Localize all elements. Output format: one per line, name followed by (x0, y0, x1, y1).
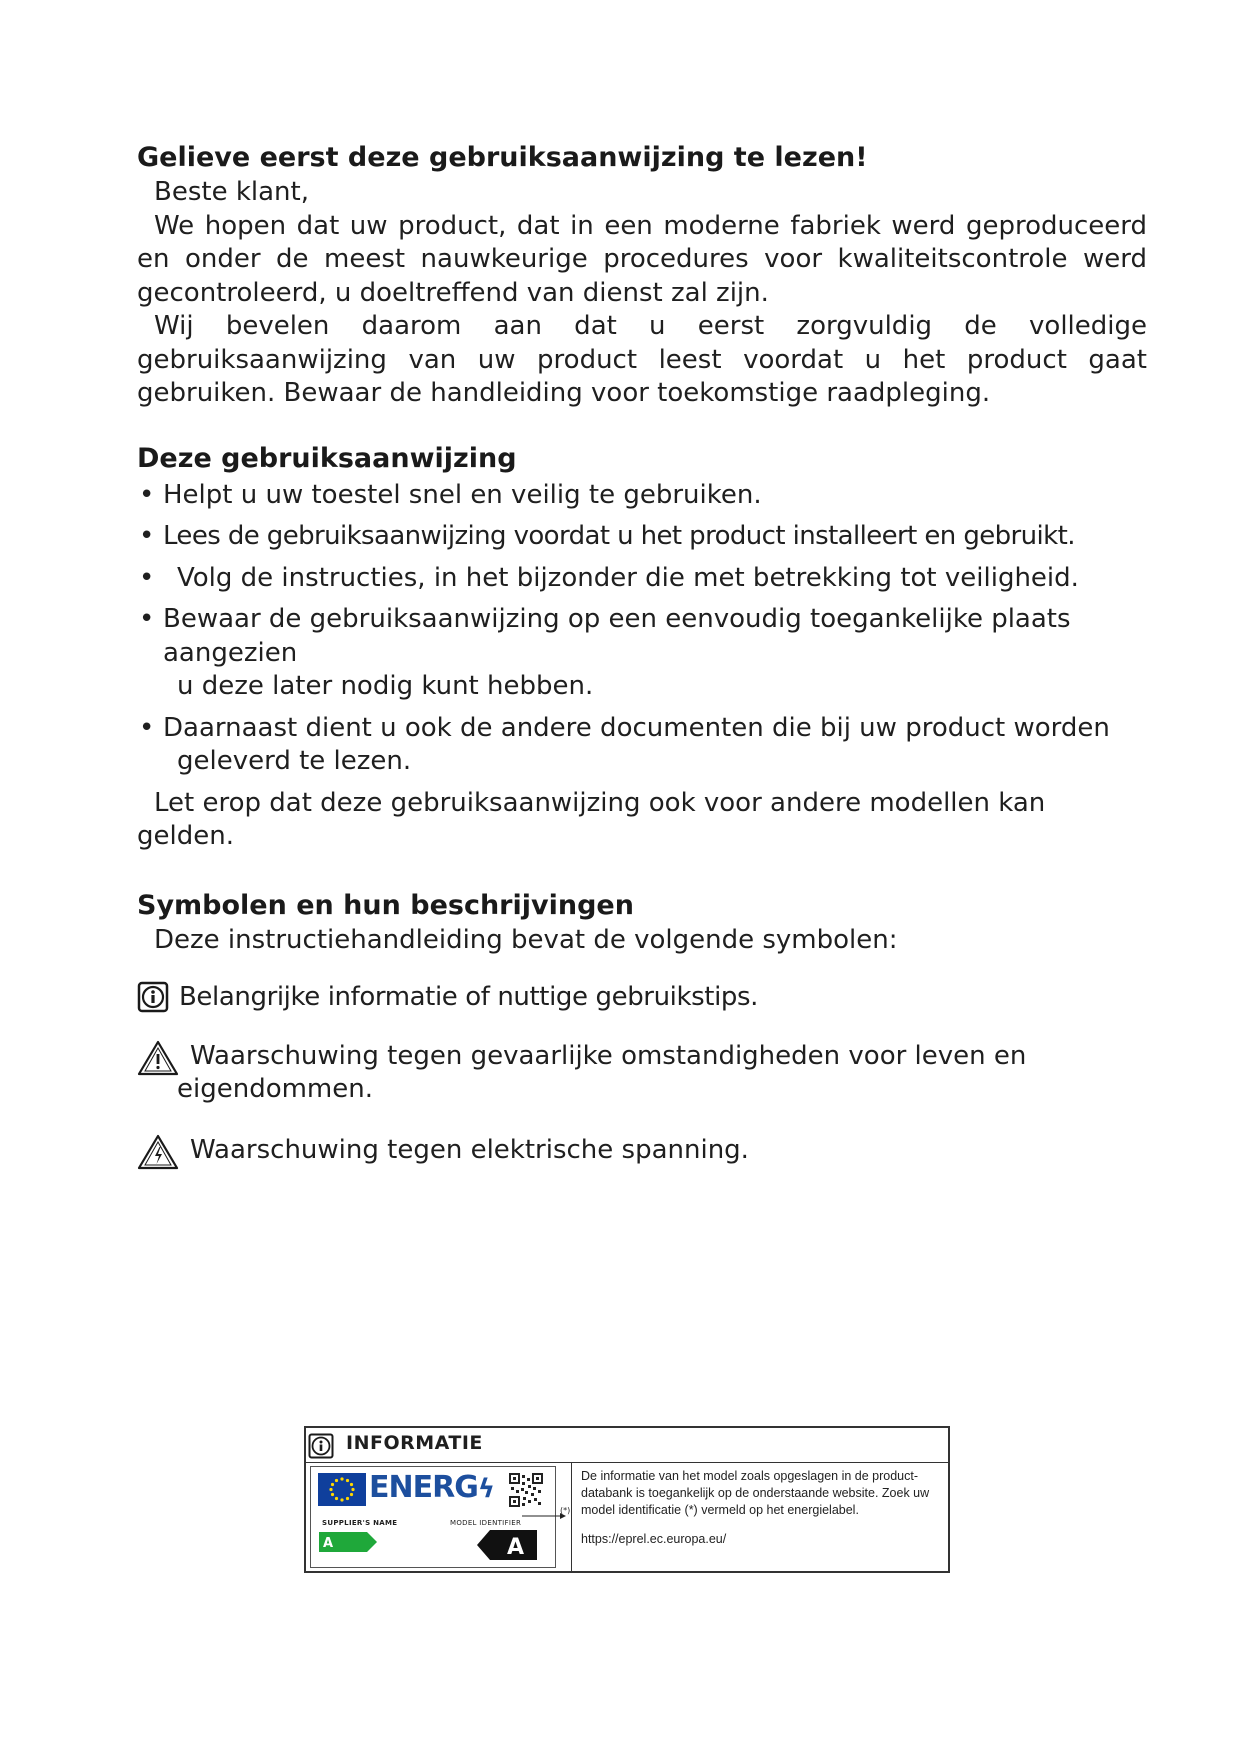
info-icon (137, 981, 169, 1022)
info-icon (308, 1433, 334, 1463)
bullet-icon: • (139, 562, 155, 593)
info-description: De informatie van het model zoals opgeslagen in de product-databank is toegankelijk op de onderstaande website. Zoek uw model identificatie (*) vermeld op het energielabel. (581, 1469, 930, 1517)
symbol-row-warning: Waarschuwing tegen gevaarlijke omstandigheden voor leven en eigendommen. (137, 1040, 1147, 1106)
model-marker: (*) (560, 1506, 571, 1515)
energy-class-arrow-green (319, 1532, 379, 1552)
eu-flag-icon (318, 1473, 366, 1506)
model-identifier: MODEL IDENTIFIER (450, 1519, 522, 1527)
info-box-title: INFORMATIE (346, 1432, 483, 1454)
energy-class-arrow-black (477, 1530, 537, 1560)
bullet-icon: • (139, 479, 155, 510)
list-item: • Daarnaast dient u ook de andere documenten die bij uw product worden geleverd te lezen. (139, 712, 1110, 776)
list-item: • Helpt u uw toestel snel en veilig te gebruiken. (137, 479, 1147, 513)
list-item: • Volg de instructies, in het bijzonder die met betrekking tot veiligheid. (137, 562, 1147, 596)
manual-note: Let erop dat deze gebruiksaanwijzing ook voor andere modellen kan gelden. (137, 787, 1046, 851)
intro-paragraph-1: We hopen dat uw product, dat in een moderne fabriek werd geproduceerd en onder de meest nauwkeurige procedures voor kwaliteitscontrole werd gecontroleerd, u doeltreffend van dienst zal zijn. (137, 210, 1147, 308)
page-content (137, 140, 1147, 1167)
lightning-icon: ϟ (477, 1474, 494, 1504)
energy-brand-text: ENERGϟ (369, 1470, 494, 1505)
bullet-icon: • (139, 604, 155, 634)
information-box (304, 1426, 950, 1573)
qr-code-icon (509, 1473, 543, 1507)
info-box-header (306, 1428, 948, 1463)
intro-heading: Gelieve eerst deze gebruiksaanwijzing te lezen! (137, 142, 868, 173)
intro-paragraph-2: Wij bevelen daarom aan dat u eerst zorgvuldig de volledige gebruiksaanwijzing van uw product leest voordat u het product gaat gebruiken. Bewaar de handleiding voor toekomstige raadpleging. (137, 311, 1147, 408)
symbols-heading: Symbolen en hun beschrijvingen (137, 889, 634, 921)
list-item: • Bewaar de gebruiksaanwijzing op een eenvoudig toegankelijke plaats aangezien u deze later nodig kunt hebben. (139, 604, 1071, 701)
bullet-icon: • (139, 521, 155, 551)
manual-heading: Deze gebruiksaanwijzing (137, 442, 517, 474)
energy-class-right: A (507, 1535, 525, 1560)
eprel-link[interactable]: https://eprel.ec.europa.eu/ (581, 1532, 727, 1546)
energy-class-left: A (323, 1536, 334, 1551)
energy-label (310, 1466, 556, 1568)
greeting: Beste klant, (154, 177, 309, 207)
energy-label-panel (306, 1462, 572, 1573)
info-box-description (581, 1468, 941, 1548)
supplier-name: SUPPLIER'S NAME (322, 1519, 398, 1527)
warning-icon (137, 1040, 179, 1085)
symbol-row-info: Belangrijke informatie of nuttige gebruikstips. (137, 981, 1147, 1014)
symbols-intro: Deze instructiehandleiding bevat de volgende symbolen: (154, 924, 898, 955)
electric-warning-icon (137, 1134, 179, 1179)
manual-bullet-list (137, 479, 1147, 779)
bullet-icon: • (139, 712, 155, 743)
symbol-row-electric: Waarschuwing tegen elektrische spanning. (137, 1134, 1147, 1167)
list-item: • Lees de gebruiksaanwijzing voordat u het product installeert en gebruikt. (137, 520, 1147, 554)
